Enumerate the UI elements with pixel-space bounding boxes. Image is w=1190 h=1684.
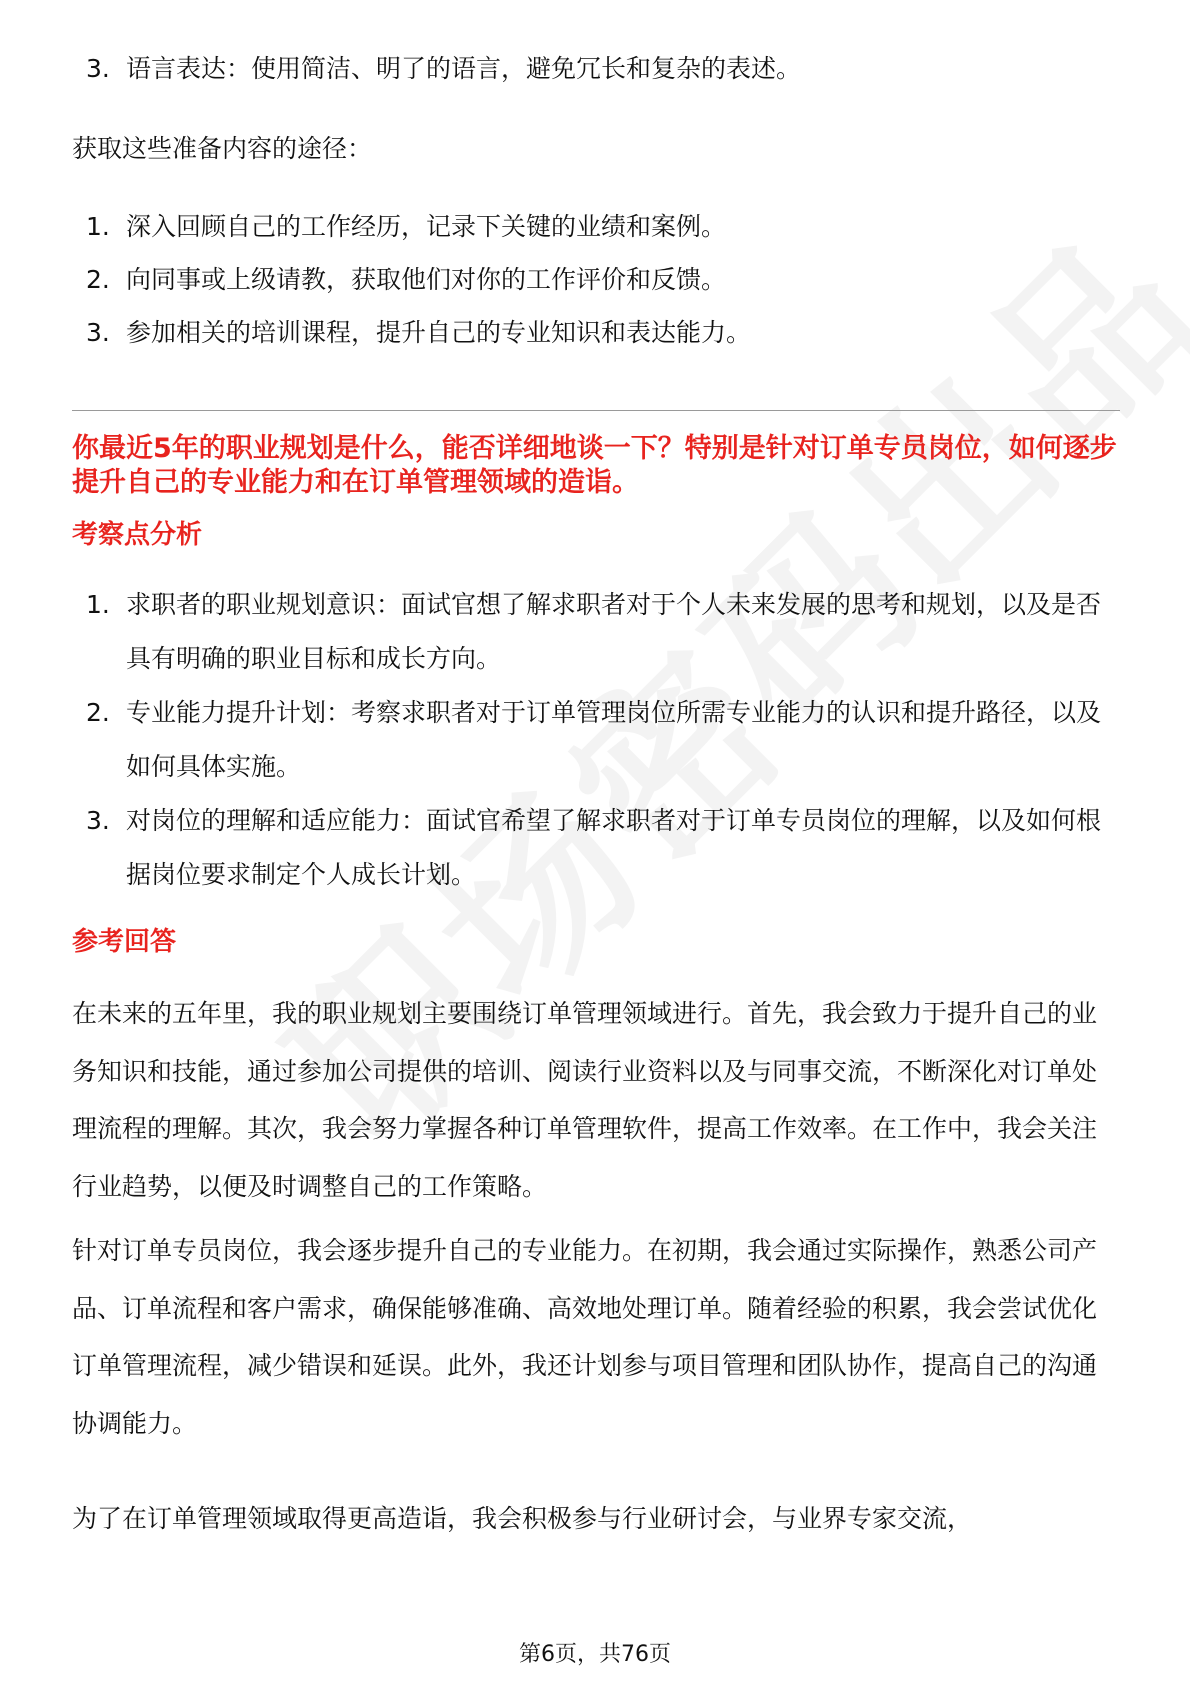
answer-paragraph: 针对订单专员岗位，我会逐步提升自己的专业能力。在初期，我会通过实际操作，熟悉公司产品、订单流程和客户需求，确保能够准确、高效地处理订单。随着经验的积累，我会尝试优化订单管理流程，减少错误和延误。此外，我还计划参与项目管理和团队协作，提高自己的沟通协调能力。 <box>72 1236 1098 1438</box>
list-text: 求职者的职业规划意识：面试官想了解求职者对于个人未来发展的思考和规划，以及是否具有明确的职业目标和成长方向。 <box>126 590 1102 673</box>
list-text: 向同事或上级请教，获取他们对你的工作评价和反馈。 <box>126 265 727 294</box>
section-divider <box>72 410 1120 411</box>
answer-heading: 参考回答 <box>72 927 177 957</box>
list-item <box>72 40 1120 98</box>
list-number: 3. <box>86 806 110 835</box>
list-item <box>72 253 1120 306</box>
list-text: 专业能力提升计划：考察求职者对于订单管理岗位所需专业能力的认识和提升路径，以及如何具体实施。 <box>126 698 1102 781</box>
list-item <box>72 200 1120 253</box>
list-item <box>72 306 1120 359</box>
page-number: 第6页，共76页 <box>519 1642 671 1667</box>
list-number: 3. <box>86 318 110 347</box>
list-text: 对岗位的理解和适应能力：面试官希望了解求职者对于订单专员岗位的理解，以及如何根据岗位要求制定个人成长计划。 <box>126 806 1102 889</box>
list-item <box>72 794 1120 902</box>
list-text: 深入回顾自己的工作经历，记录下关键的业绩和案例。 <box>126 212 727 241</box>
list-number: 1. <box>86 590 110 619</box>
top-list <box>72 40 1120 98</box>
analysis-heading: 考察点分析 <box>72 520 203 550</box>
list-number: 2. <box>86 698 110 727</box>
list-item <box>72 578 1120 686</box>
list-number: 3. <box>86 54 110 83</box>
list-number: 1. <box>86 212 110 241</box>
answer-paragraph: 为了在订单管理领域取得更高造诣，我会积极参与行业研讨会，与业界专家交流， <box>72 1504 973 1533</box>
analysis-list <box>72 578 1120 902</box>
question-title: 你最近5年的职业规划是什么，能否详细地谈一下？特别是针对订单专员岗位，如何逐步提升自己的专业能力和在订单管理领域的造诣。 <box>72 433 1117 498</box>
answer-paragraph: 在未来的五年里，我的职业规划主要围绕订单管理领域进行。首先，我会致力于提升自己的业务知识和技能，通过参加公司提供的培训、阅读行业资料以及与同事交流，不断深化对订单处理流程的理解。其次，我会努力掌握各种订单管理软件，提高工作效率。在工作中，我会关注行业趋势，以便及时调整自己的工作策略。 <box>72 999 1098 1201</box>
list-text: 参加相关的培训课程，提升自己的专业知识和表达能力。 <box>126 318 752 347</box>
ways-heading: 获取这些准备内容的途径： <box>72 134 373 163</box>
list-text: 语言表达：使用简洁、明了的语言，避免冗长和复杂的表述。 <box>126 54 802 83</box>
list-number: 2. <box>86 265 110 294</box>
ways-list <box>72 200 1120 359</box>
list-item <box>72 686 1120 794</box>
